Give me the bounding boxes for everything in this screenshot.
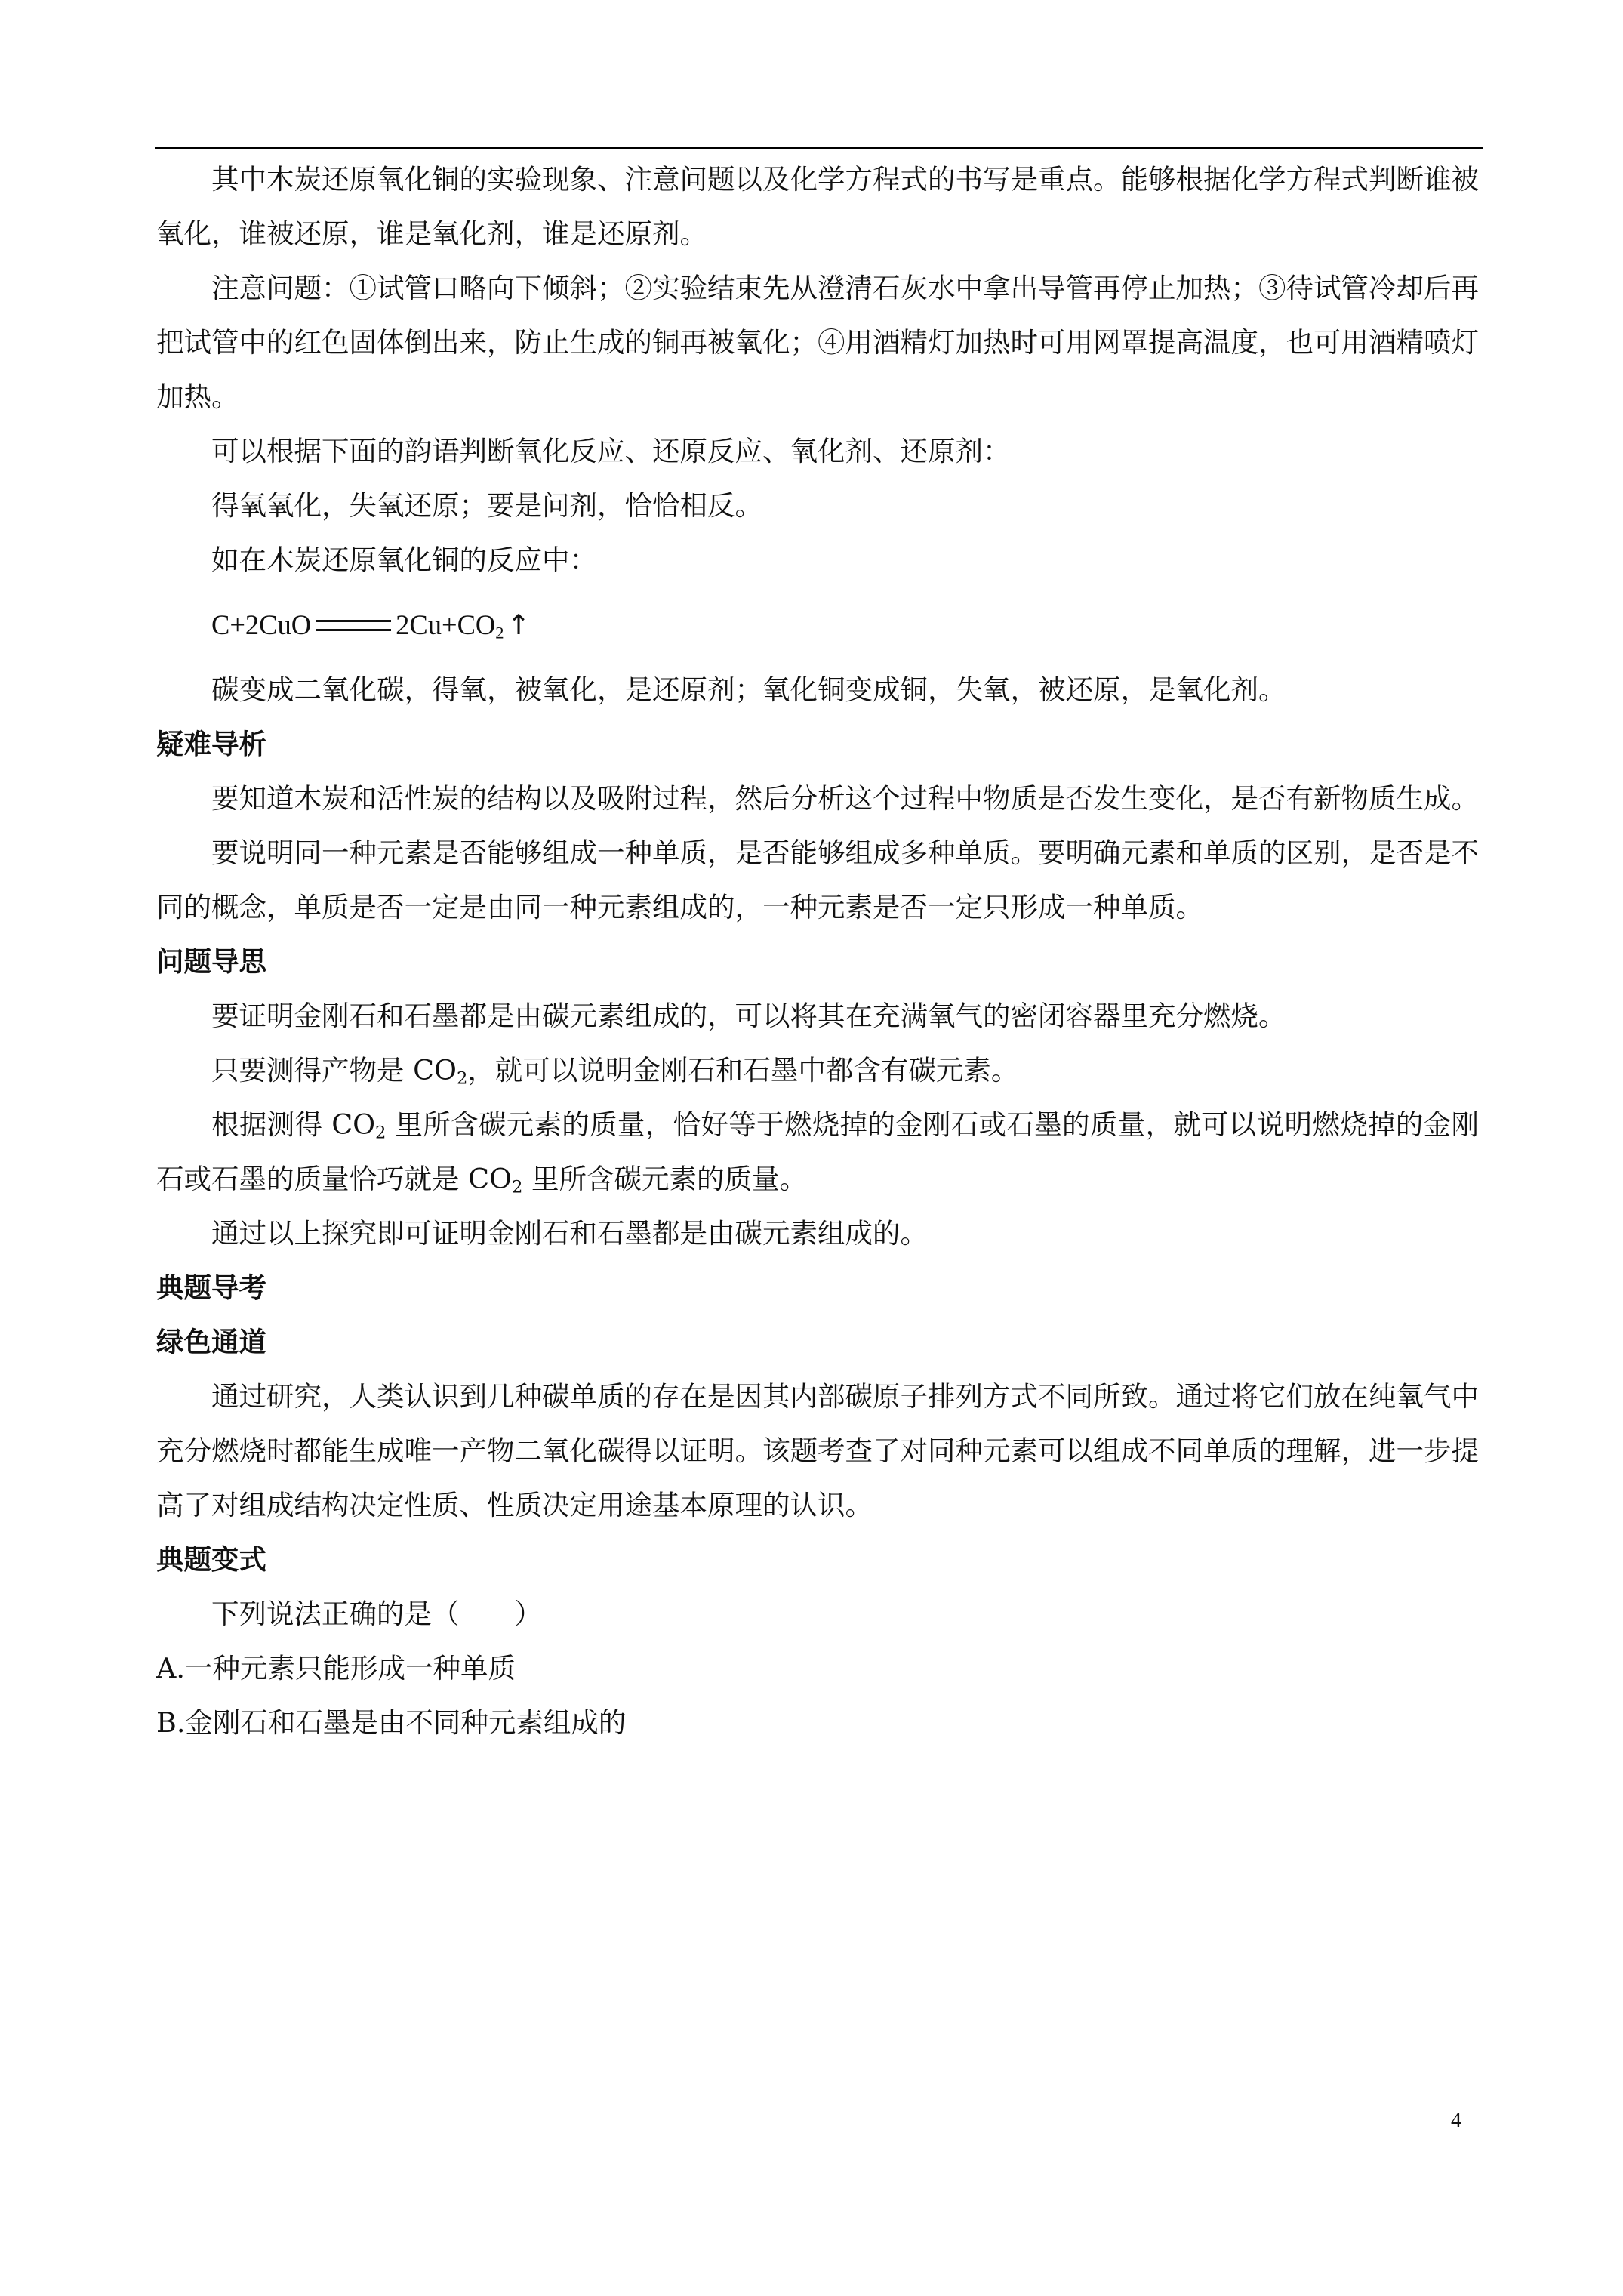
green-paragraph: 通过研究，人类认识到几种碳单质的存在是因其内部碳原子排列方式不同所致。通过将它们放在纯氧气中充分燃烧时都能生成唯一产物二氧化碳得以证明。该题考查了对同种元素可以组成不同单质的理解，进一步提高了对组成结构决定性质、性质决定用途基本原理的认识。: [156, 1380, 1479, 1521]
rhyme-intro-paragraph: 可以根据下面的韵语判断氧化反应、还原反应、氧化剂、还原剂：: [211, 435, 1011, 467]
heading-green: 绿色通道: [156, 1326, 266, 1358]
example-intro-paragraph: 如在木炭还原氧化铜的反应中：: [211, 544, 597, 576]
heading-question: 问题导思: [156, 945, 266, 978]
question-p2-text-b: ，就可以说明金刚石和石墨中都含有碳元素。: [467, 1054, 1019, 1086]
header-rule: [155, 147, 1483, 149]
question-paragraph-3: [156, 1098, 1479, 1207]
co2-subscript: 2: [375, 1123, 387, 1143]
question-paragraph-1: 要证明金刚石和石墨都是由碳元素组成的，可以将其在充满氧气的密闭容器里充分燃烧。: [211, 1000, 1286, 1032]
question-paragraph-2: [156, 1043, 1479, 1098]
co2-subscript: 2: [511, 1177, 523, 1197]
rhyme-paragraph: 得氧氧化，失氧还原；要是问剂，恰恰相反。: [211, 489, 762, 522]
question-p2-text-a: 只要测得产物是 CO: [211, 1054, 457, 1086]
heading-variant: 典题变式: [156, 1543, 266, 1576]
option-a: A.一种元素只能形成一种单质: [156, 1652, 516, 1684]
intro-paragraph: 其中木炭还原氧化铜的实验现象、注意问题以及化学方程式的书写是重点。能够根据化学方程式判断谁被氧化，谁被还原，谁是氧化剂，谁是还原剂。: [156, 163, 1479, 250]
variant-question: 下列说法正确的是（ ）: [211, 1598, 542, 1630]
equation-subscript: 2: [495, 623, 504, 643]
difficulty-paragraph-1: 要知道木炭和活性炭的结构以及吸附过程，然后分析这个过程中物质是否发生变化，是否有新物质生成。: [211, 782, 1479, 815]
equation-equals-sign: [316, 620, 391, 631]
gas-arrow-icon: ↑: [507, 609, 531, 641]
equation-reactants: C+2CuO: [211, 609, 312, 640]
caution-paragraph: 注意问题：①试管口略向下倾斜；②实验结束先从澄清石灰水中拿出导管再停止加热；③待试管冷却后再把试管中的红色固体倒出来，防止生成的铜再被氧化；④用酒精灯加热时可用网罩提高温度，也可用酒精喷灯加热。: [156, 272, 1479, 413]
question-paragraph-4: 通过以上探究即可证明金刚石和石墨都是由碳元素组成的。: [211, 1217, 928, 1250]
heading-difficulty: 疑难导析: [156, 728, 266, 760]
chemical-equation: [156, 587, 1479, 663]
document-body: [156, 153, 1479, 1750]
equation-products: 2Cu+CO: [396, 609, 496, 640]
option-b: B.金刚石和石墨是由不同种元素组成的: [156, 1706, 627, 1739]
heading-exam: 典题导考: [156, 1271, 266, 1304]
page-number: 4: [1451, 2109, 1461, 2132]
question-p3-text-a: 根据测得 CO: [211, 1108, 376, 1141]
question-p3-text-c: 里所含碳元素的质量。: [522, 1163, 807, 1195]
question-p3-text-b: 里所含碳元素的质量，恰好等于燃烧掉的金刚石或石墨的质量，就可以说明燃烧掉的金刚石或石墨的质量恰巧就是 CO: [156, 1108, 1479, 1195]
difficulty-paragraph-2: 要说明同一种元素是否能够组成一种单质，是否能够组成多种单质。要明确元素和单质的区别，是否是不同的概念，单质是否一定是由同一种元素组成的，一种元素是否一定只形成一种单质。: [156, 837, 1479, 923]
co2-subscript: 2: [456, 1068, 468, 1089]
carbon-explanation-paragraph: 碳变成二氧化碳，得氧，被氧化，是还原剂；氧化铜变成铜，失氧，被还原，是氧化剂。: [211, 673, 1286, 706]
